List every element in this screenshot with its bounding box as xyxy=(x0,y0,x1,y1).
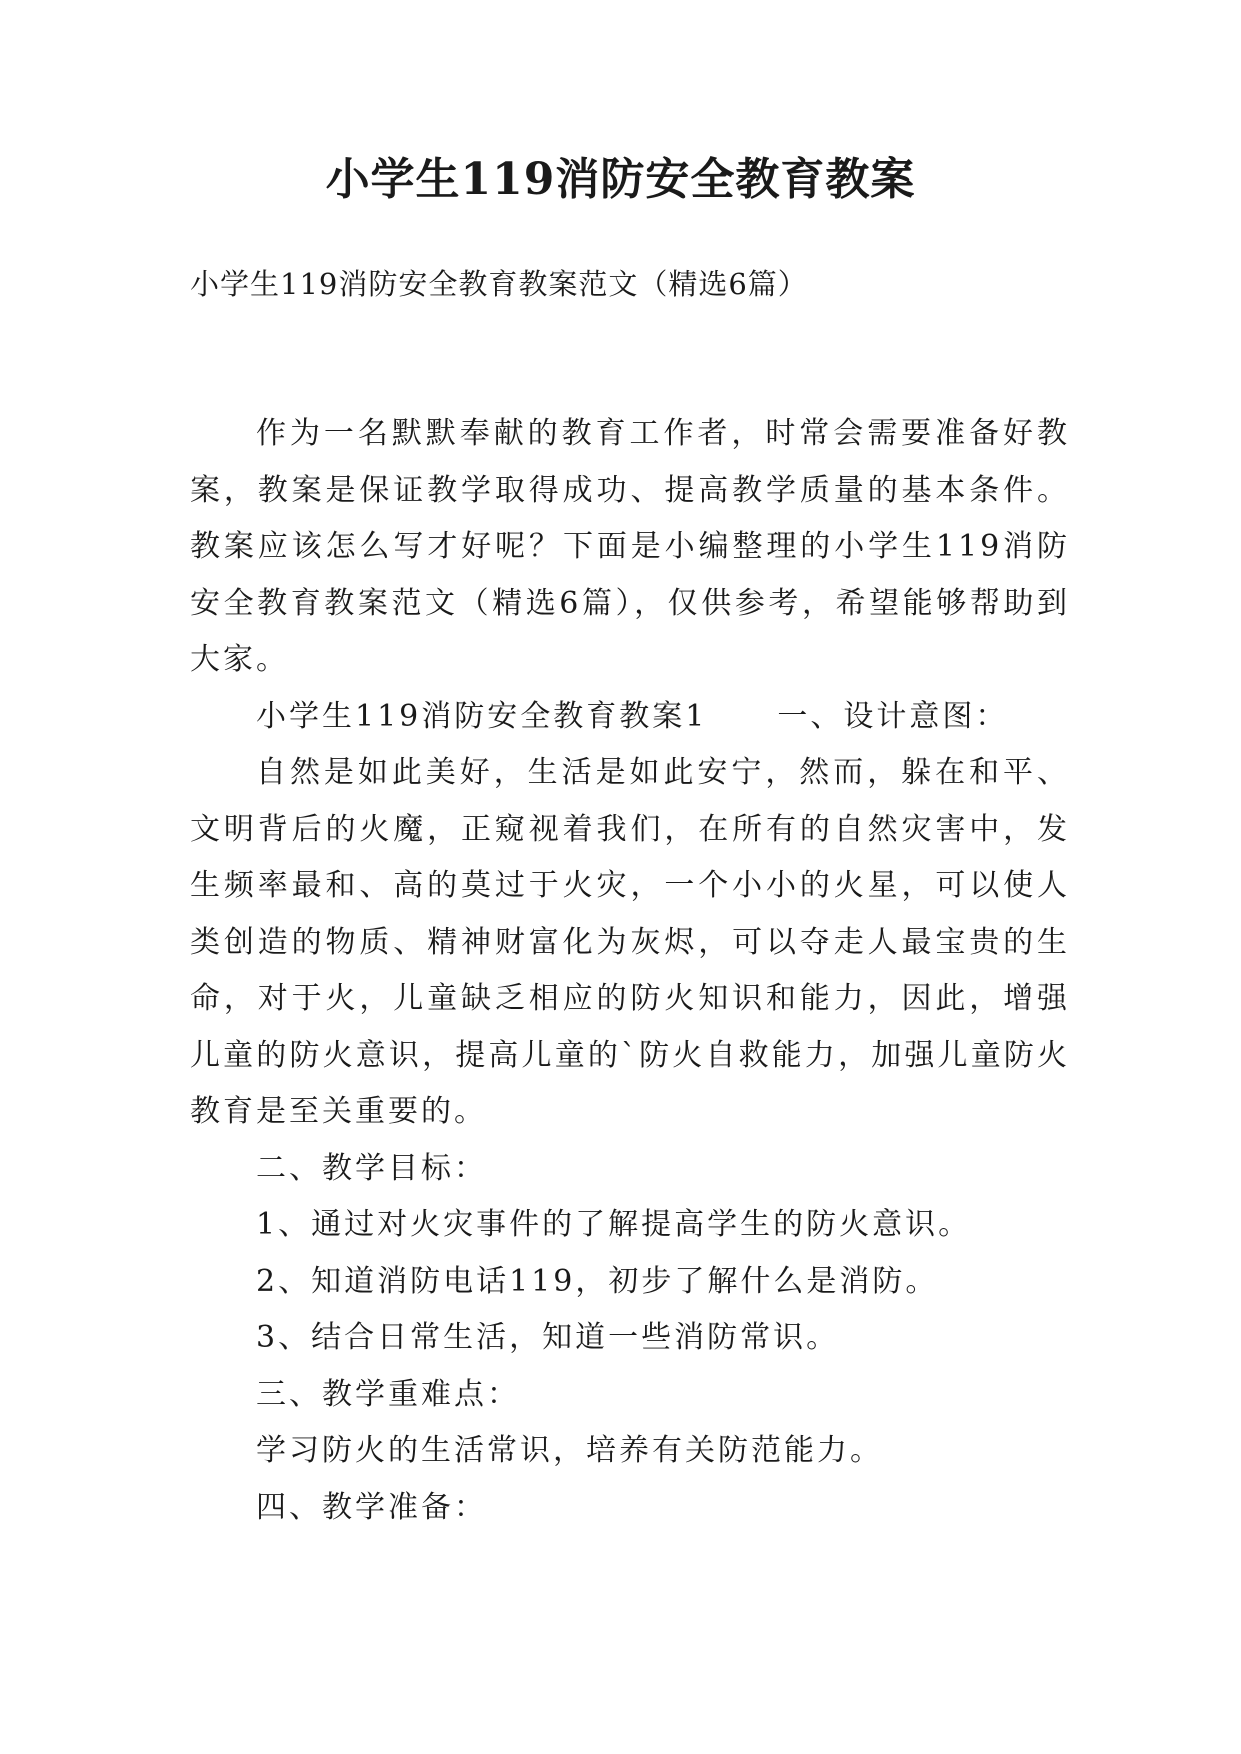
teaching-goals-heading: 二、教学目标： xyxy=(256,1150,487,1186)
teaching-goal-item: 2、知道消防电话119，初步了解什么是消防。 xyxy=(256,1263,939,1299)
document-subtitle: 小学生119消防安全教育教案范文（精选6篇） xyxy=(190,267,808,301)
section-heading-line xyxy=(190,689,1070,746)
teaching-goal-item: 3、结合日常生活，知道一些消防常识。 xyxy=(256,1320,840,1355)
intro-paragraph: 作为一名默默奉献的教育工作者，时常会需要准备好教案，教案是保证教学取得成功、提高教学质量的基本条件。教案应该怎么写才好呢？下面是小编整理的小学生119消防安全教育教案范文（精选6篇），仅供参考，希望能够帮助到大家。 xyxy=(190,416,1070,677)
section-1-title: 小学生119消防安全教育教案1 xyxy=(256,698,708,734)
teaching-goal-item: 1、通过对火灾事件的了解提高学生的防火意识。 xyxy=(256,1207,972,1242)
design-intent-paragraph: 自然是如此美好，生活是如此安宁，然而，躲在和平、文明背后的火魔，正窥视着我们，在所有的自然灾害中，发生频率最和、高的莫过于火灾，一个小小的火星，可以使人类创造的物质、精神财富化为灰烬，可以夺走人最宝贵的生命，对于火，儿童缺乏相应的防火知识和能力，因此，增强儿童的防火意识，提高儿童的`防火自救能力，加强儿童防火教育是至关重要的。 xyxy=(190,755,1070,1129)
key-points-heading: 三、教学重难点： xyxy=(256,1376,520,1412)
document-body xyxy=(190,406,1070,1536)
key-points-paragraph: 学习防火的生活常识，培养有关防范能力。 xyxy=(256,1433,883,1468)
document-title: 小学生119消防安全教育教案 xyxy=(325,154,916,205)
preparation-heading: 四、教学准备： xyxy=(256,1489,487,1525)
design-intent-heading: 一、设计意图： xyxy=(777,698,1009,734)
